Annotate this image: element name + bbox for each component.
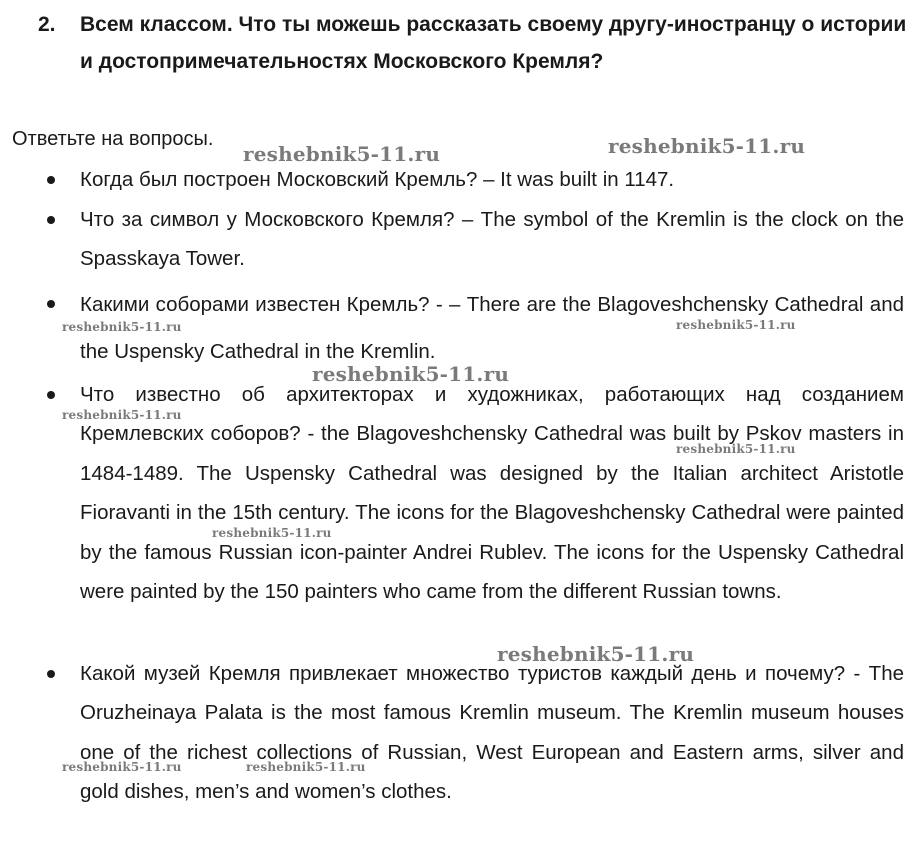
bullet-icon — [47, 300, 55, 308]
watermark-logo: reshebnik5-11.ru — [676, 442, 796, 456]
list-item-text: Какой музей Кремля привлекает множество туристов каждый день и почему? - The Oruzheinaya Palata is the most famous Kremlin museum. The Kremlin museum houses one of the richest collections of Russian, West European and Eastern arms, silver and gold dishes, men’s and women’s clothes. — [80, 662, 904, 804]
watermark-logo: reshebnik5-11.ru — [243, 142, 441, 166]
list-item-text: Что известно об архитекторах и художниках, работающих над созданием Кремлевских соборов? - the Blagoveshchensky Cathedral was built by Pskov masters in 1484-1489. The Uspensky Cathedral was designed by the Italian architect Aristotle Fioravanti in the 15th century. The icons for the Blagoveshchensky Cathedral were painted by the famous Russian icon-painter Andrei Rublev. The icons for the Uspensky Cathedral were painted by the 150 painters who came from the different Russian towns. — [80, 383, 904, 604]
list-item — [80, 160, 904, 199]
task-text: Всем классом. Что ты можешь рассказать своему другу-иностранцу о истории и достопримечательностях Московского Кремля? — [80, 13, 907, 73]
watermark-logo: reshebnik5-11.ru — [676, 318, 796, 332]
watermark-logo: reshebnik5-11.ru — [62, 760, 182, 774]
list-item — [80, 281, 904, 375]
bullet-icon — [47, 391, 55, 399]
watermark-logo: reshebnik5-11.ru — [608, 134, 806, 158]
watermark-logo: reshebnik5-11.ru — [497, 642, 695, 666]
watermark-logo: reshebnik5-11.ru — [212, 526, 332, 540]
task-number: 2. — [38, 13, 56, 36]
list-item-text: Что за символ у Московского Кремля? – The symbol of the Kremlin is the clock on the Spasskaya Tower. — [80, 208, 904, 271]
list-item-text: Когда был построен Московский Кремль? – It was built in 1147. — [80, 168, 675, 191]
watermark-logo: reshebnik5-11.ru — [62, 320, 182, 334]
bullet-icon — [47, 670, 55, 678]
list-item-text: Какими соборами известен Кремль? - – There are the Blagoveshchensky Cathedral and the Uspensky Cathedral in the Kremlin. — [80, 293, 904, 363]
watermark-logo: reshebnik5-11.ru — [62, 408, 182, 422]
watermark-logo: reshebnik5-11.ru — [246, 760, 366, 774]
watermark-logo: reshebnik5-11.ru — [312, 362, 510, 386]
bullet-icon — [47, 216, 55, 224]
list-item — [80, 200, 904, 279]
list-item — [80, 375, 904, 611]
bullet-icon — [47, 176, 55, 184]
intro-text: Ответьте на вопросы. — [12, 128, 214, 150]
list-item — [80, 654, 904, 812]
